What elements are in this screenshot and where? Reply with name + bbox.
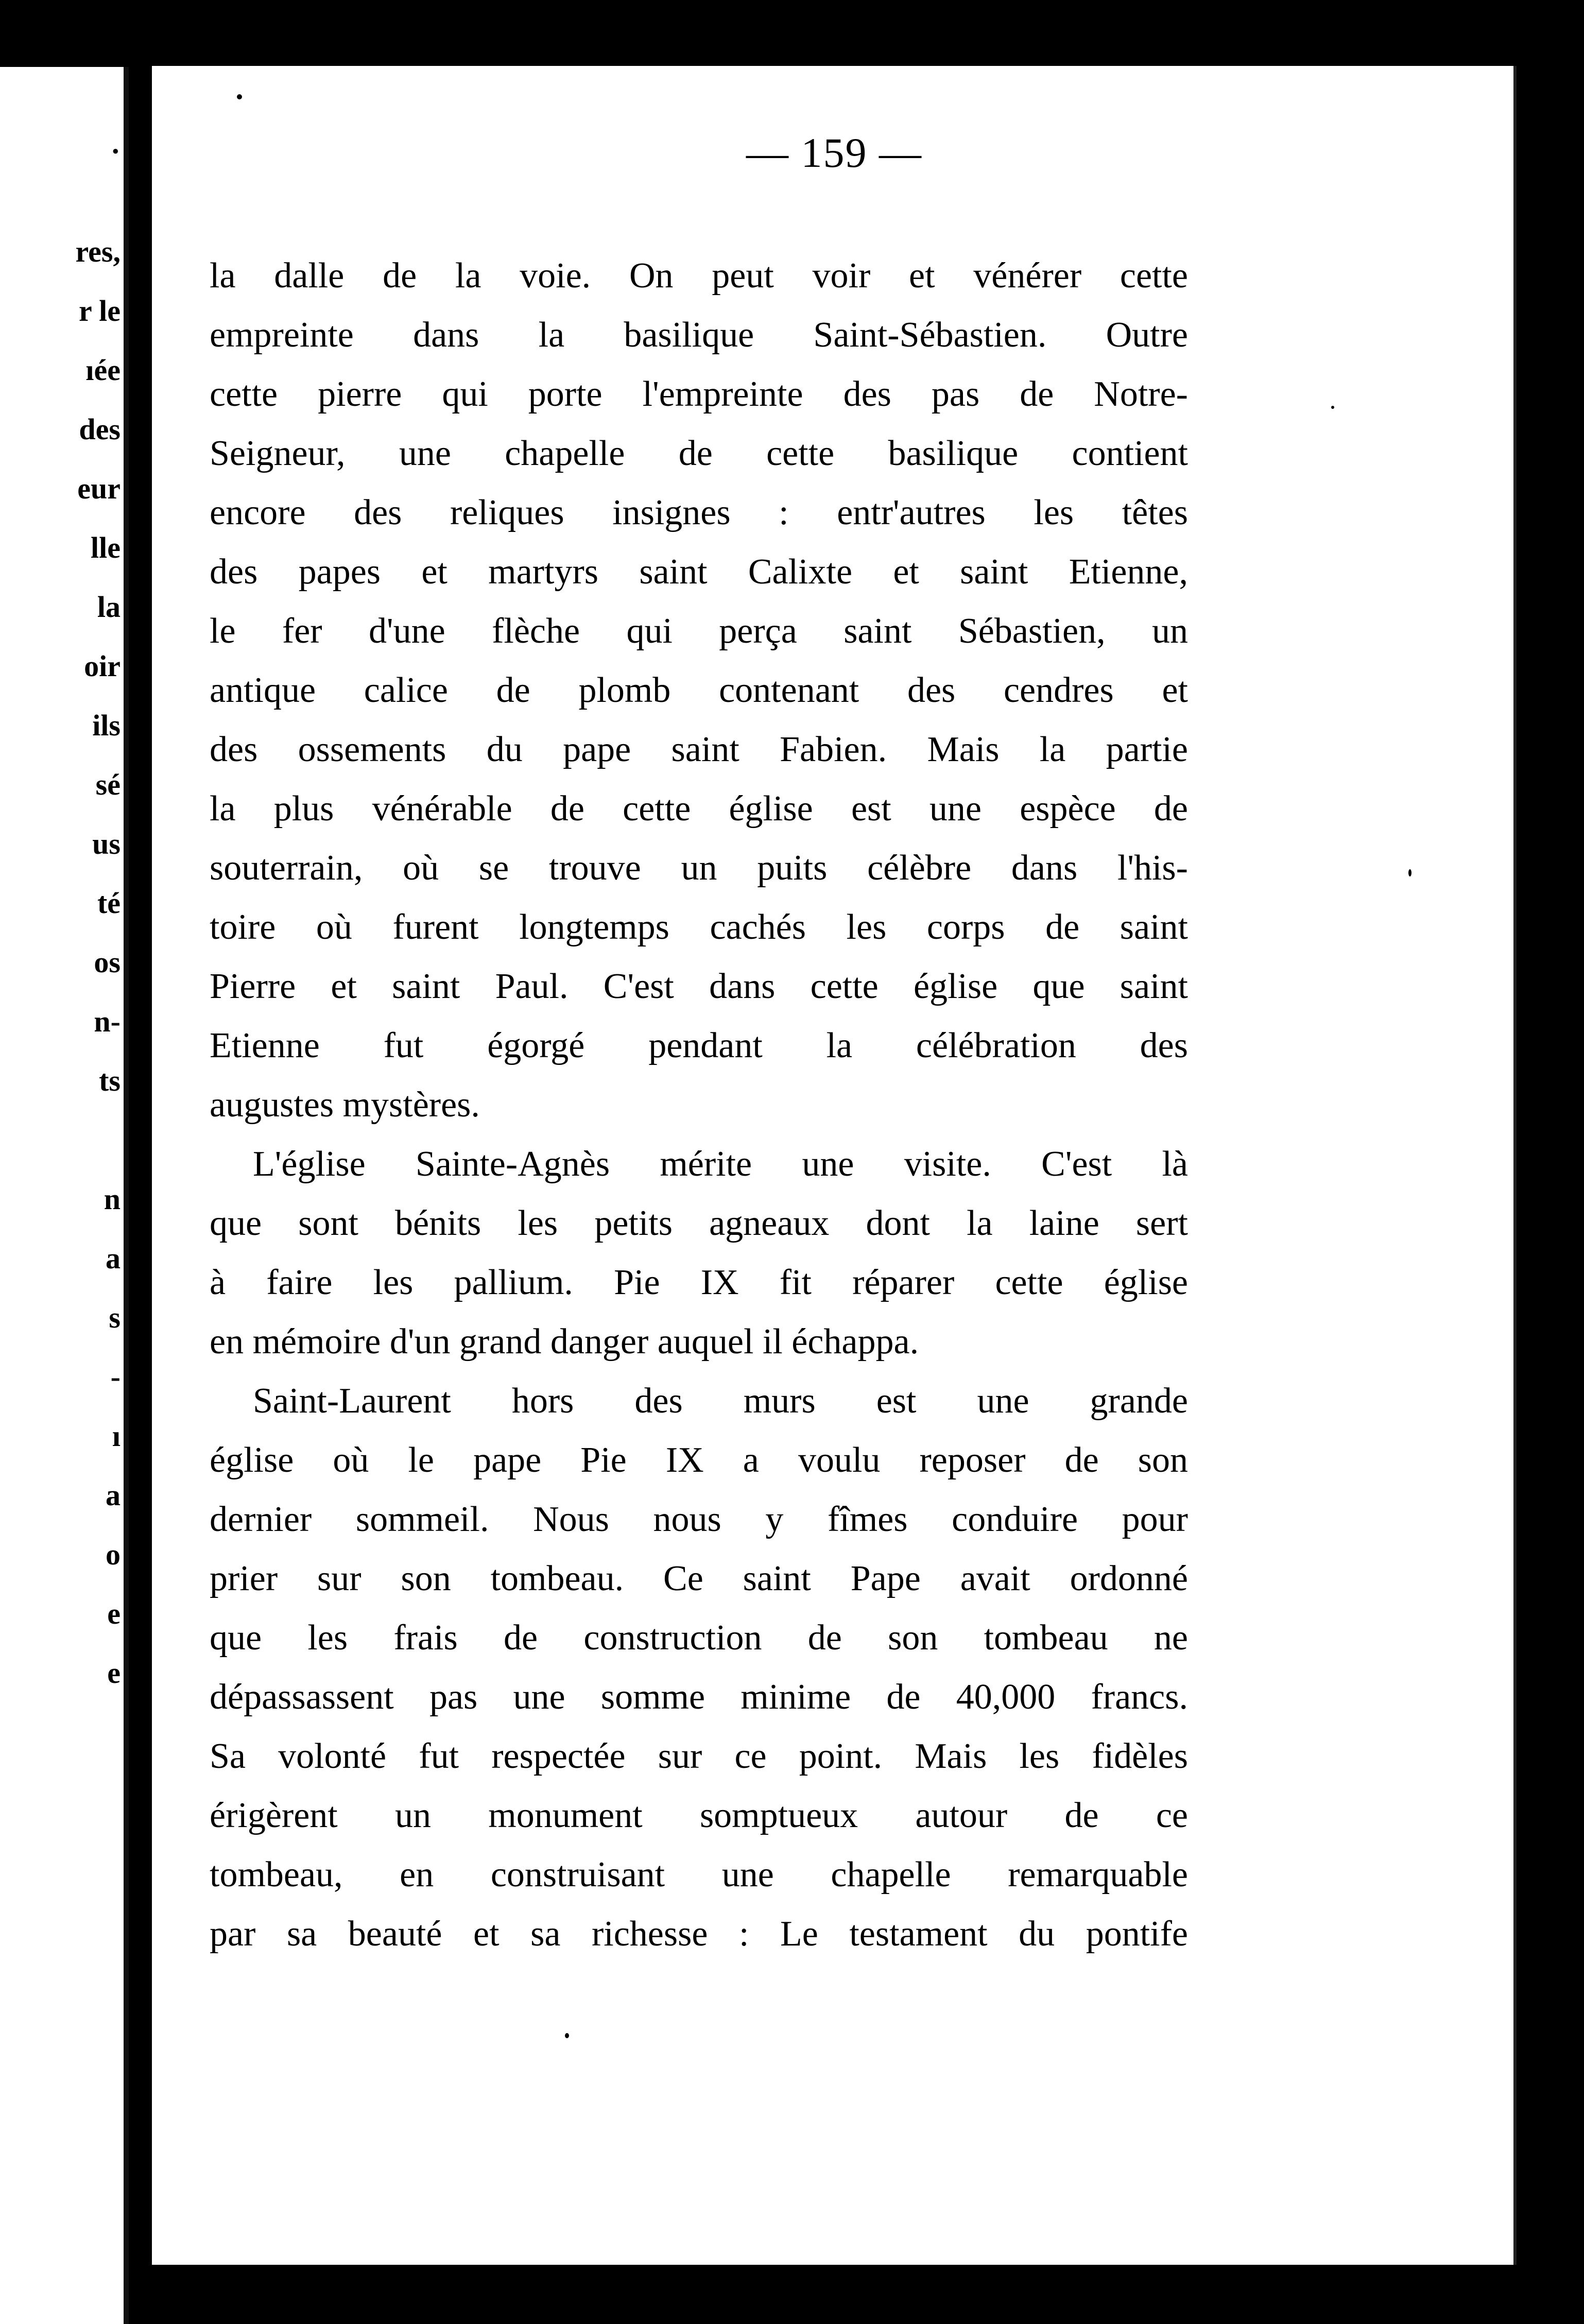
margin-fragment: sé — [95, 768, 120, 801]
text-line: par sa beauté et sa richesse : Le testament du pontife — [210, 1914, 1188, 1954]
scan-speck — [237, 94, 242, 99]
text-line: antique calice de plomb contenant des cendres et — [210, 670, 1188, 710]
text-line: la plus vénérable de cette église est une espèce de — [210, 789, 1188, 829]
margin-fragment: té — [97, 886, 120, 920]
text-line: cette pierre qui porte l'empreinte des pas de Notre- — [210, 374, 1188, 414]
text-line: augustes mystères. — [210, 1085, 480, 1125]
text-line: le fer d'une flèche qui perça saint Sébastien, un — [210, 611, 1188, 651]
page-number: — 159 — — [746, 129, 922, 176]
text-line: érigèrent un monument somptueux autour de ce — [210, 1796, 1188, 1835]
margin-fragment: os — [94, 945, 120, 979]
text-line: toire où furent longtemps cachés les corps de saint — [210, 907, 1188, 947]
text-line: tombeau, en construisant une chapelle remarquable — [210, 1855, 1188, 1895]
scan-speck — [1331, 406, 1334, 409]
margin-fragment: res, — [75, 235, 120, 268]
text-line: en mémoire d'un grand danger auquel il échappa. — [210, 1322, 919, 1362]
margin-fragment: la — [97, 590, 120, 624]
page-right-edge — [1517, 62, 1584, 2324]
text-line: à faire les pallium. Pie IX fit réparer cette église — [210, 1263, 1188, 1302]
text-line: encore des reliques insignes : entr'autres les têtes — [210, 493, 1188, 532]
margin-fragment: n- — [94, 1005, 120, 1038]
margin-fragment: eur — [77, 472, 120, 505]
margin-fragment: ıée — [85, 353, 120, 387]
margin-fragment: us — [92, 827, 120, 860]
text-line: Pierre et saint Paul. C'est dans cette église que saint — [210, 967, 1188, 1006]
book-page — [152, 66, 1517, 2265]
text-line: dépassassent pas une somme minime de 40,000 francs. — [210, 1677, 1188, 1717]
previous-page-edge — [0, 67, 129, 2324]
text-line: Sa volonté fut respectée sur ce point. Mais les fidèles — [210, 1736, 1188, 1776]
margin-fragment: e — [107, 1597, 120, 1630]
margin-fragment: ı — [112, 1419, 120, 1453]
margin-fragment: n — [104, 1182, 120, 1216]
text-line: empreinte dans la basilique Saint-Sébastien. Outre — [210, 315, 1188, 355]
text-line: souterrain, où se trouve un puits célèbre dans l'his- — [210, 848, 1188, 888]
margin-fragment: - — [110, 1360, 120, 1393]
paragraph-start-line: Saint-Laurent hors des murs est une grande — [253, 1381, 1188, 1421]
margin-fragment: o — [106, 1538, 120, 1571]
text-line: Seigneur, une chapelle de cette basilique contient — [210, 434, 1188, 473]
book-gutter — [129, 62, 152, 2324]
text-line: la dalle de la voie. On peut voir et vénérer cette — [210, 256, 1188, 296]
margin-fragment: e — [107, 1656, 120, 1690]
text-line: que les frais de construction de son tombeau ne — [210, 1618, 1188, 1658]
text-line: dernier sommeil. Nous nous y fîmes conduire pour — [210, 1500, 1188, 1539]
margin-fragment: ts — [99, 1064, 120, 1097]
margin-fragment: oir — [84, 649, 120, 683]
margin-fragment: a — [106, 1478, 120, 1512]
margin-fragment: ils — [92, 709, 120, 742]
text-line: Etienne fut égorgé pendant la célébration des — [210, 1026, 1188, 1065]
margin-fragment: · — [110, 134, 120, 168]
margin-fragment: lle — [91, 531, 120, 564]
text-line: que sont bénits les petits agneaux dont la laine sert — [210, 1203, 1188, 1243]
margin-fragment: des — [79, 412, 120, 446]
scan-speck — [565, 2033, 569, 2038]
text-line: église où le pape Pie IX a voulu reposer de son — [210, 1440, 1188, 1480]
margin-fragment: r le — [78, 294, 120, 328]
text-line: des papes et martyrs saint Calixte et saint Etienne, — [210, 552, 1188, 592]
paragraph-start-line: L'église Sainte-Agnès mérite une visite. C'est là — [253, 1144, 1188, 1184]
margin-fragment: a — [106, 1242, 120, 1275]
margin-fragment: s — [109, 1301, 120, 1334]
text-line: des ossements du pape saint Fabien. Mais la partie — [210, 730, 1188, 769]
text-line: prier sur son tombeau. Ce saint Pape avait ordonné — [210, 1559, 1188, 1598]
scan-speck — [1408, 869, 1411, 876]
